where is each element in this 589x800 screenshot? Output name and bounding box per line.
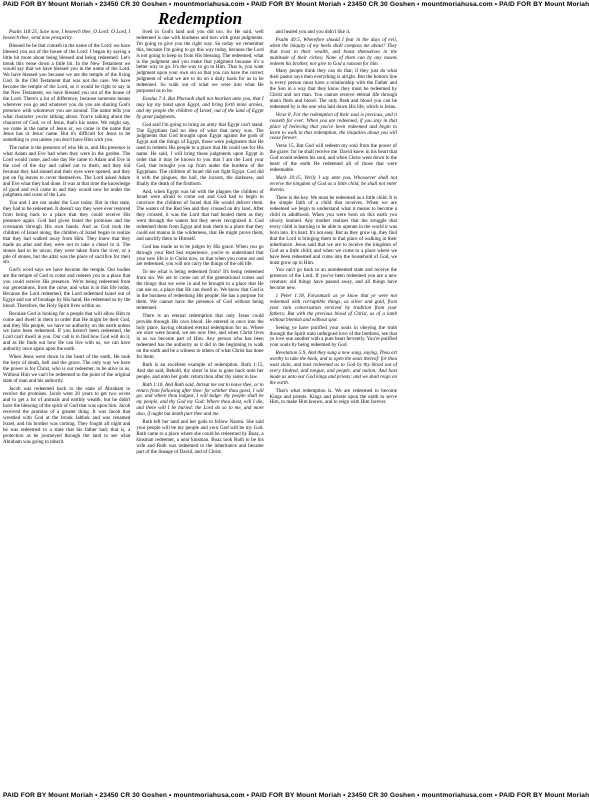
article-column (3, 30, 130, 791)
paragraph: Because God is looking for a people that will allow Him to come and dwell in them in order that He might be their God, and they His people, we have no authority on the earth unless we have been redeemed. If you haven't been redeemed, the Lord can't dwell in you. Our call is to find how God will do it, and as He finds out how He can live with us, we can have authority once again upon the earth. (3, 310, 131, 353)
article-columns (0, 30, 400, 791)
paragraph: God said I'm going to bring an army that Egypt can't stand. The Egyptians had no idea of what that army was. The judgments that God brought upon Egypt against the gods of Egypt and the things of Egypt, those were judgments that He used to redeem His people to a place that He could use for His name. He said, I will bring those judgments upon Egypt in order that it may be known to you that I am the Lord your God, that brought you up from under the burdens of the Egyptians. The children of Israel did not fight Egypt. God did it with the plagues, the hail, the locusts, the darkness, and finally the death of the firstborn. (136, 121, 264, 187)
footer-paid-strip: PAID FOR BY Mount Moriah • 23450 CR 30 Goshen • mountmoriahusa.com • PAID FOR BY Mount Moriah • 23450 CR 30 Goshen • mountmoriahusa.com • PAID FOR BY Mount Moriah (3, 792, 589, 799)
paragraph: You can't go back to an unredeemed state and receive the presence of the Lord. If you've been redeemed you are a new creature; old things have passed away, and all things have become new. (269, 267, 397, 292)
scripture-quote: 1 Peter 1:18, Forasmuch as ye know that ye were not redeemed with corruptible things, as silver and gold, from your vain conversation received by tradition from your fathers; But with the precious blood of Christ, as of a lamb without blemish and without spot. (269, 293, 397, 323)
paragraph: You and I are not under the Law today. But in that state, they had to be redeemed. It doesn't say they were ever restored from being back to a place that they could receive His presence again. God had given Israel the promises and the covenants through His own hands. And as God took the children of Israel along, the children of Israel began to realize that they had walked away from Him. They knew that they made an altar and they were not to take a chisel to it. The stones had to be uncut, they were taken from the river, or a pile of stones, but the altar was the place of sacrifice for their sin. (3, 200, 131, 266)
paragraph: lived in God's land and you did too. So He said, well redeemed is one with kindness and turn with great judgments. I'm going to give you the right way. So today we remember this, because I'm going to go this way today, because the Lord is not going to keep us from His blessing. The redeemed, what is the judgment and you make that judgment because it's a better way to go. It's the way to go to Him. That is, you want judgment upon your own sin so that you can have the correct judgment of what we are to do on a daily basis for us to be redeemed. So walk out of what we were into what He purposed us to be. (136, 29, 264, 95)
paragraph: There is the key. We must be redeemed as a little child. It is the simple faith of a child that receives. When we are redeemed we begin to understand what it means to become a child in adulthood. When you were born on this earth you slowly learned. Any mother realizes that the struggle that every child is learning to be able to operate in the world it was born into. It's hard. It's not easy. But as they grow up, they find that the Lord is bringing them to that place of walking in their inheritance. Jesus said that we are to receive the kingdom of God as a little child; and when we come to a place where we have been redeemed and come into the household of God, we must grow up in Him. (269, 194, 397, 266)
paragraph: Ruth is an excellent example of redemption. Ruth 1:15, And she said, Behold, thy sister in law is gone back unto her people, and unto her gods: return thou after thy sister in law. (136, 361, 264, 380)
scripture-quote: Ruth 1:16, And Ruth said, Intreat me not to leave thee, or to return from following after thee: for whither thou goest, I will go; and where thou lodgest, I will lodge: thy people shall be my people, and thy God my God: Where thou diest, will I die, and there will I be buried: the Lord do so to me, and more also, if ought but death part thee and me. (136, 381, 264, 418)
paragraph: The name is the presence of who He is, and His presence is what Adam and Eve had when they were in the garden. The Lord would come, and one day He came to Adam and Eve in the cool of the day and called out to them, and they hid because they had sinned and their eyes were opened, and they put on fig leaves to cover themselves. The Lord asked Adam and Eve what they had done. It was at that time the knowledge of good and evil came in and they would now be under the judgment and curse of the Law. (3, 145, 131, 199)
paragraph: Many people think they can do that; if they just do what their pastor says then everything is alright. But the bottom line is every person must have a relationship with the Father and the Son in a way that they know they must be redeemed by Christ and not man. You cannot receive eternal life through man's flesh and blood. The only flesh and blood you can be redeemed by is the one who laid down His life, which is Jesus. (269, 68, 397, 110)
paragraph: When Jesus went down to the heart of the earth, He took the keys of death, hell and the grave. The only way we have the power is for Christ, who is our redeemer, to be alive in us. Without Him we can't be redeemed to the point of the original state of man and his authority. (3, 354, 131, 384)
paragraph: There is an eternal redemption that only Jesus could provide through His own blood. He entered in once into the holy place, having obtained eternal redemption for us. Where we once were bound, we are now free, and when Christ lives in us we become part of Him. Any person who has been redeemed has the authority as it did in the beginning to walk on the earth and be a witness to others of what Christ has done for them. (136, 312, 264, 361)
page-title: Redemption (157, 9, 243, 28)
scripture-quote: Verse 8, For the redemption of their soul is precious, and it ceaseth for ever: When you are redeemed, if you stay in that place of believing that you've been redeemed and begin to learn to walk in that redemption, the iniquities about you will cease forever. (269, 111, 397, 142)
paragraph: Blessed be he that cometh in the name of the Lord: we have blessed you out of the house of the Lord: I began by saying a little bit more about being blessed and being redeemed. Let's break this verse down a little bit. In the New Testament we would say that we have blessed you in the name of the Lord. We have blessed you because we are the temple of the living God. In the Old Testament that was not the case. We have become the temple of the Lord, so it would be right to say in the New Testament, we have blessed you out of the house of the Lord. There's a lot of difference, because someone means wherever you go and whatever you do you are sharing God's presence with whomever you are around. The name tells you what character you're talking about. You're talking about the character of God, or of Jesus, that's his name. We might say, we come in the name of Jesus or, we come in the name that Jesus has or Jesus' name. But it's difficult for Jesus to be something to you unless you don't have Him with you. (3, 42, 131, 144)
paragraph: Jacob was redeemed back to the state of Abraham to receive the promises. Jacob went 20 years to get two wives and to get a lot of animals and earthly wealth, but he didn't have the blessing of the spirit of God that was upon him. Jacob received the promise of a greater thing. It was Jacob that wrestled with God at the brook Jabbok and was renamed Israel, and his brother was coming. They fought all night and he was redeemed to a state that his father had; that is, a protection as he journeyed through the land to see what Abraham was going to inherit. (3, 385, 131, 445)
paragraph: Verse 15, But God will redeem my soul from the power of the grave: for he shall receive me. David knew in his heart that God would redeem his soul, and when Christ went down to the heart of the earth He redeemed all of those that were redeemable. (269, 143, 397, 173)
article-column (270, 30, 397, 791)
paragraph: To me what is being redeemed from? It's being redeemed from sin. We are to come out of the generational curses and the things that we were in and be brought to a place that He can use us, a place that He can dwell in. We know that God is in the business of redeeming His people; He has a purpose for them. We cannot have the presence of God without being redeemed. (136, 269, 264, 311)
scripture-quote: Revelation 5:9, And they sung a new song, saying, Thou art worthy to take the book, and to open the seals thereof: for thou wast slain, and hast redeemed us to God by thy blood out of every kindred, and tongue, and people, and nation; And hast made us unto our God kings and priests: and we shall reign on the earth. (269, 350, 397, 386)
scripture-quote: Psalm 118:25, Save now, I beseech thee, O Lord: O Lord, I beseech thee, send now prosperity. (3, 29, 131, 41)
article-column (136, 30, 263, 791)
paragraph: God has made us to be judges by His grace. When you go through your Red Sea experience, you're to understand that your new life is in Christ now, so that when you come out and are redeemed, you will not carry the things of the old life. (136, 243, 264, 268)
scripture-quote: Psalm 49:5, Wherefore should I fear in the days of evil, when the iniquity of my heels shall compass me about? They that trust in their wealth, and boast themselves in the multitude of their riches; None of them can by any means redeem his brother, nor give to God a ransom for him. (269, 36, 397, 67)
paragraph: and healed you and you didn't like it. (275, 29, 351, 35)
scripture-quote: Exodus 7:4, But Pharaoh shall not hearken unto you, that I may lay my hand upon Egypt, and bring forth mine armies, and my people the children of Israel, out of the land of Egypt by great judgments. (136, 95, 264, 120)
paragraph: That's what redemption is. We are redeemed to become Kings and priests. Kings and priests upon the earth to serve Him, to make Him known, and to reign with Him forever. (269, 387, 397, 406)
header-paid-strip: PAID FOR BY Mount Moriah • 23450 CR 30 Goshen • mountmoriahusa.com • PAID FOR BY Mount Moriah • 23450 CR 30 Goshen • mountmoriahusa.com • PAID FOR BY Mount Moriah (3, 1, 589, 8)
scripture-quote: Mark 10:15, Verily I say unto you, Whosoever shall not receive the kingdom of God as a little child, he shall not enter therein. (269, 174, 397, 193)
paragraph: God's word says we have become the temple. Our bodies are the temple of God to come and redeem you to a place that you could receive His presence. We're being redeemed from our generations, from the curse, and what is in this life today. Because the Lord redeemed, the Lord redeemed Israel out of Egypt and out of bondage by His hand, He redeemed us by the blood. Therefore, the Holy Spirit lives within us. (3, 267, 131, 309)
paragraph: And, when Egypt was hit with the plagues the children of Israel were afraid to come out and God had to begin to convince the children of Israel that He would deliver them. The waters of the Red Sea and they crossed on dry land. After they crossed, it was the Lord that had healed them as they went through the waters but they never recognized it. God redeemed them from Egypt and took them to a place that they could eat manna in the wilderness, that He might prove them, and sanctify them to Himself. (136, 188, 264, 242)
paragraph: Ruth left her land and her gods to follow Naomi. She said your people will be my people and your God will be my God. Ruth came to a place where she could be redeemed by Boaz, a kinsman redeemer, a near kinsman. Boaz took Ruth to be his wife and Ruth was redeemed to the inheritance and became part of the lineage of David, and of Christ. (136, 419, 264, 455)
paragraph: Seeing ye have purified your souls in obeying the truth through the Spirit unto unfeigned love of the brethren, see that ye love one another with a pure heart fervently. You're purified your souls by being redeemed by God. (269, 324, 397, 349)
